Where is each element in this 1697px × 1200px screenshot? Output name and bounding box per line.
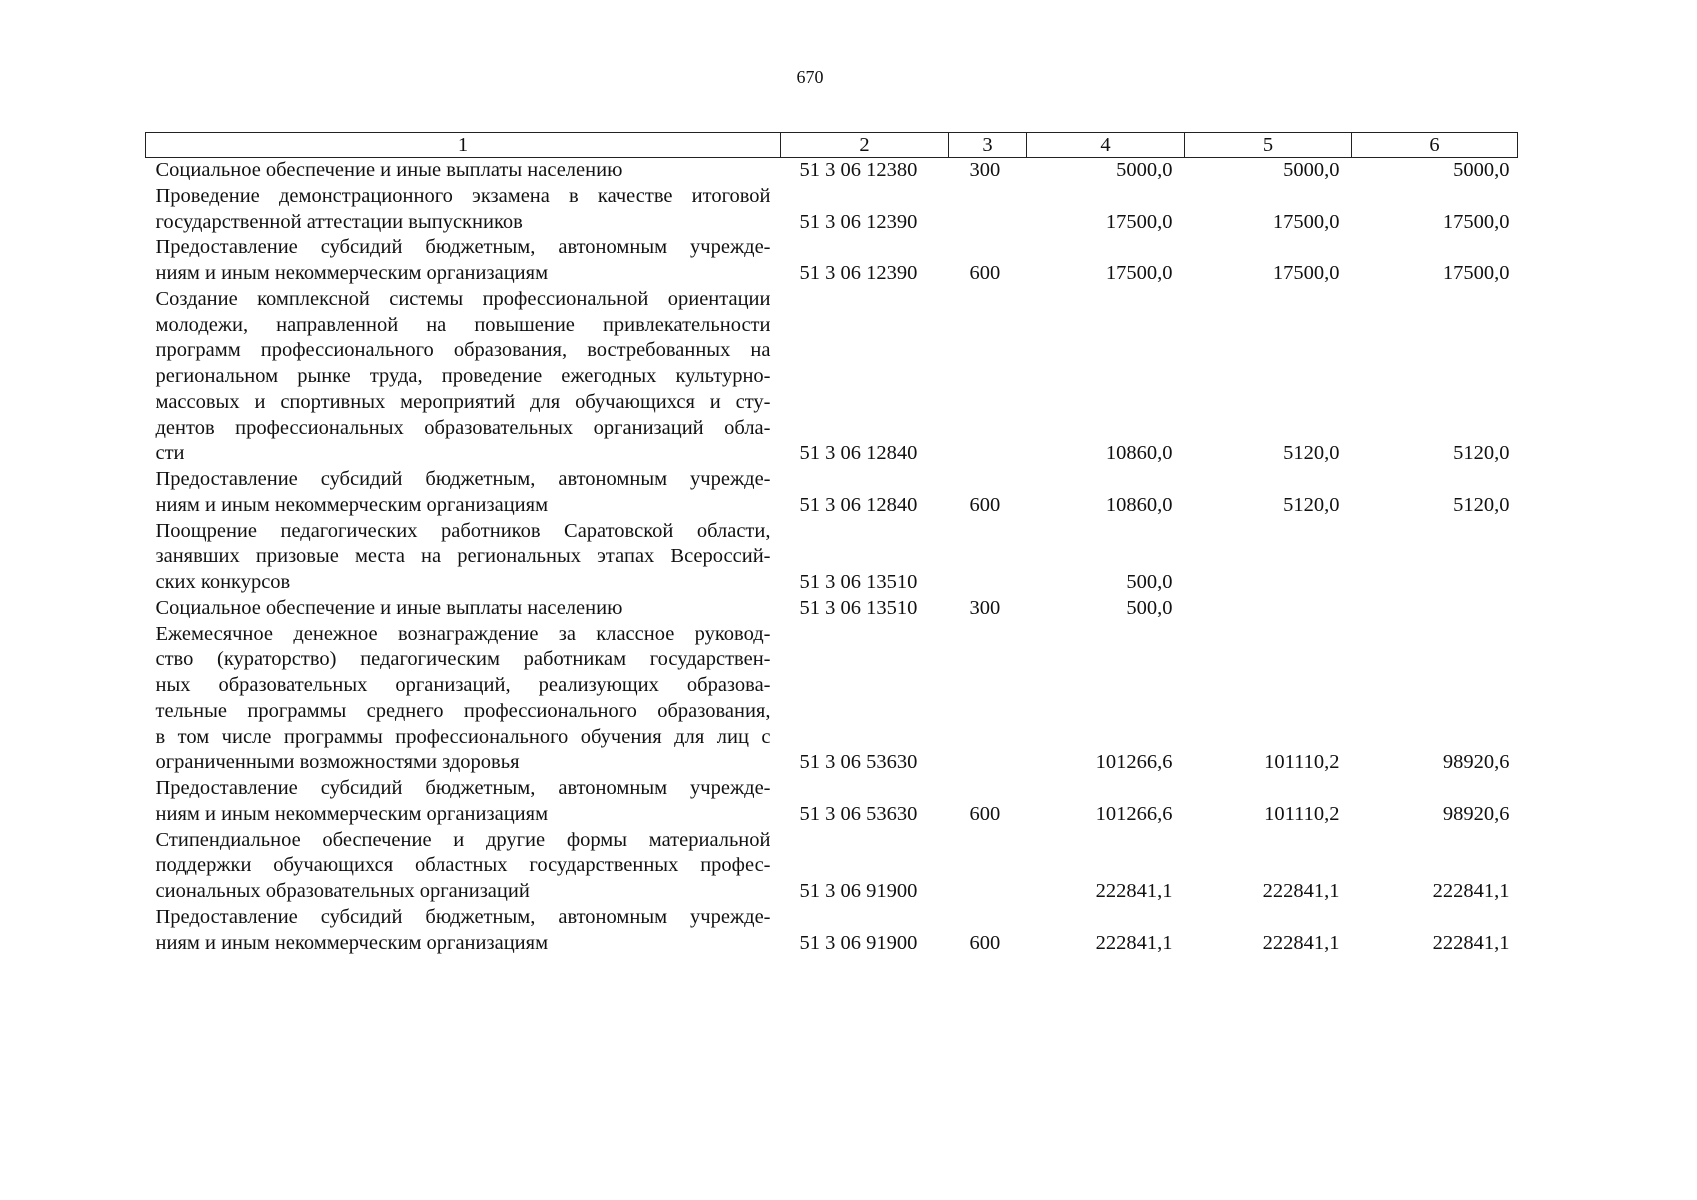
row-name-line: тельные программы среднего профессионального образования, (155, 699, 771, 722)
row-value-col6: 5120,0 (1453, 442, 1510, 465)
row-code: 51 3 06 12390 (799, 210, 918, 233)
row-value-col4: 101266,6 (1095, 802, 1173, 825)
row-name (146, 467, 781, 519)
row-name (146, 828, 781, 905)
row-expense-type (949, 287, 1027, 467)
row-name-line: занявших призовые места на региональных этапах Всероссий- (155, 545, 771, 568)
row-value-col5: 5120,0 (1283, 493, 1340, 516)
row-name-line: ниям и иным некоммерческим организациям (155, 493, 549, 516)
table-row (146, 467, 1518, 519)
row-name-line: массовых и спортивных мероприятий для обучающихся и сту- (155, 390, 771, 413)
row-code: 51 3 06 91900 (799, 880, 918, 902)
row-name-line: Ежемесячное денежное вознаграждение за классное руковод- (155, 622, 771, 645)
row-name (146, 519, 781, 596)
table-row (146, 596, 1518, 622)
row-value-col4: 5000,0 (1116, 159, 1173, 181)
row-name-line: Стипендиальное обеспечение и другие формы материальной (155, 828, 771, 851)
row-name (146, 235, 781, 287)
budget-table (145, 132, 1518, 956)
row-value-col4: 500,0 (1126, 571, 1173, 593)
header-row (146, 133, 1518, 158)
row-name-line: ских конкурсов (155, 571, 291, 593)
row-name-line: поддержки обучающихся областных государственных профес- (155, 854, 771, 877)
row-name-line: Предоставление субсидий бюджетным, автономным учрежде- (155, 777, 771, 799)
table-row (146, 622, 1518, 777)
column-header-4: 4 (1027, 133, 1185, 158)
table-row (146, 184, 1518, 236)
row-value-col5: 5000,0 (1283, 159, 1340, 181)
row-value-col6: 98920,6 (1442, 751, 1510, 774)
row-value-col5 (1185, 519, 1352, 596)
row-value-col4: 222841,1 (1095, 880, 1173, 902)
row-value-col6: 98920,6 (1442, 802, 1510, 825)
row-name-line: Поощрение педагогических работников Саратовской области, (155, 519, 771, 542)
row-code: 51 3 06 13510 (799, 571, 918, 593)
row-name-line: сти (155, 442, 185, 465)
row-expense-type: 600 (969, 493, 1001, 516)
row-expense-type: 600 (969, 802, 1001, 825)
table-header (146, 133, 1518, 158)
row-name-line: Социальное обеспечение и иные выплаты населению (155, 596, 623, 619)
row-name (146, 287, 781, 467)
row-code: 51 3 06 53630 (799, 802, 918, 825)
row-code: 51 3 06 13510 (799, 596, 918, 619)
row-name-line: государственной аттестации выпускников (155, 210, 523, 233)
row-expense-type (949, 828, 1027, 905)
row-name-line: Создание комплексной системы профессиональной ориентации (155, 287, 771, 310)
row-name-line: региональном рынке труда, проведение ежегодных культурно- (155, 365, 771, 387)
table-row (146, 519, 1518, 596)
row-name (146, 596, 781, 622)
row-name (146, 776, 781, 828)
row-code: 51 3 06 53630 (799, 751, 918, 774)
row-code: 51 3 06 12840 (799, 442, 918, 465)
row-value-col4: 10860,0 (1105, 442, 1173, 465)
row-value-col6: 222841,1 (1432, 880, 1510, 902)
row-name-line: ограниченными возможностями здоровья (155, 751, 520, 774)
row-value-col4: 10860,0 (1105, 493, 1173, 516)
table-row (146, 158, 1518, 184)
row-value-col6: 222841,1 (1432, 931, 1510, 954)
row-value-col5: 17500,0 (1272, 262, 1340, 284)
row-expense-type: 600 (969, 931, 1001, 954)
row-name-line: ниям и иным некоммерческим организациям (155, 262, 549, 284)
row-name-line: дентов профессиональных образовательных организаций обла- (155, 416, 771, 439)
row-name-line: Предоставление субсидий бюджетным, автономным учрежде- (155, 905, 771, 928)
row-value-col5: 222841,1 (1262, 880, 1340, 902)
row-value-col6: 5000,0 (1453, 159, 1510, 181)
row-code: 51 3 06 12390 (799, 262, 918, 284)
table-row (146, 287, 1518, 467)
row-value-col4: 222841,1 (1095, 931, 1173, 954)
row-value-col5: 101110,2 (1264, 751, 1340, 774)
row-name-line: ных образовательных организаций, реализующих образова- (155, 674, 771, 696)
row-name-line: Предоставление субсидий бюджетным, автономным учрежде- (155, 236, 771, 259)
row-value-col4: 500,0 (1126, 596, 1173, 619)
row-name-line: ниям и иным некоммерческим организациям (155, 802, 549, 825)
row-code: 51 3 06 12380 (799, 159, 918, 181)
row-name (146, 622, 781, 777)
column-header-2: 2 (781, 133, 949, 158)
row-expense-type (949, 184, 1027, 236)
row-name-line: Предоставление субсидий бюджетным, автономным учрежде- (155, 468, 771, 490)
row-name-line: ство (кураторство) педагогическим работникам государствен- (155, 648, 771, 671)
row-name (146, 158, 781, 184)
row-value-col6 (1352, 519, 1518, 596)
row-name (146, 905, 781, 957)
row-name-line: сиональных образовательных организаций (155, 880, 530, 902)
row-value-col6: 17500,0 (1442, 262, 1510, 284)
row-code: 51 3 06 12840 (799, 493, 918, 516)
row-code: 51 3 06 91900 (799, 931, 918, 954)
row-expense-type: 600 (969, 262, 1001, 284)
page-number: 670 (796, 67, 824, 87)
row-name (146, 184, 781, 236)
table-body (146, 158, 1518, 957)
table-row (146, 776, 1518, 828)
column-header-6: 6 (1352, 133, 1518, 158)
row-value-col5 (1185, 596, 1352, 622)
column-header-5: 5 (1185, 133, 1352, 158)
row-name-line: Социальное обеспечение и иные выплаты населению (155, 159, 623, 181)
row-value-col6: 17500,0 (1442, 210, 1510, 233)
row-value-col4: 17500,0 (1105, 262, 1173, 284)
row-name-line: молодежи, направленной на повышение привлекательности (155, 313, 771, 336)
row-name-line: в том числе программы профессионального обучения для лиц с (155, 725, 771, 748)
row-value-col5: 101110,2 (1264, 802, 1340, 825)
table-row (146, 235, 1518, 287)
row-value-col4: 101266,6 (1095, 751, 1173, 774)
row-name-line: ниям и иным некоммерческим организациям (155, 931, 549, 954)
row-expense-type: 300 (969, 159, 1001, 181)
row-value-col4: 17500,0 (1105, 210, 1173, 233)
row-value-col6: 5120,0 (1453, 493, 1510, 516)
column-header-1: 1 (146, 133, 781, 158)
row-value-col6 (1352, 596, 1518, 622)
row-expense-type (949, 519, 1027, 596)
row-name-line: программ профессионального образования, востребованных на (155, 339, 771, 362)
column-header-3: 3 (949, 133, 1027, 158)
row-value-col5: 222841,1 (1262, 931, 1340, 954)
row-value-col5: 5120,0 (1283, 442, 1340, 465)
table-row (146, 828, 1518, 905)
row-value-col5: 17500,0 (1272, 210, 1340, 233)
row-expense-type (949, 622, 1027, 777)
row-expense-type: 300 (969, 596, 1001, 619)
table-row (146, 905, 1518, 957)
row-name-line: Проведение демонстрационного экзамена в качестве итоговой (155, 184, 771, 207)
